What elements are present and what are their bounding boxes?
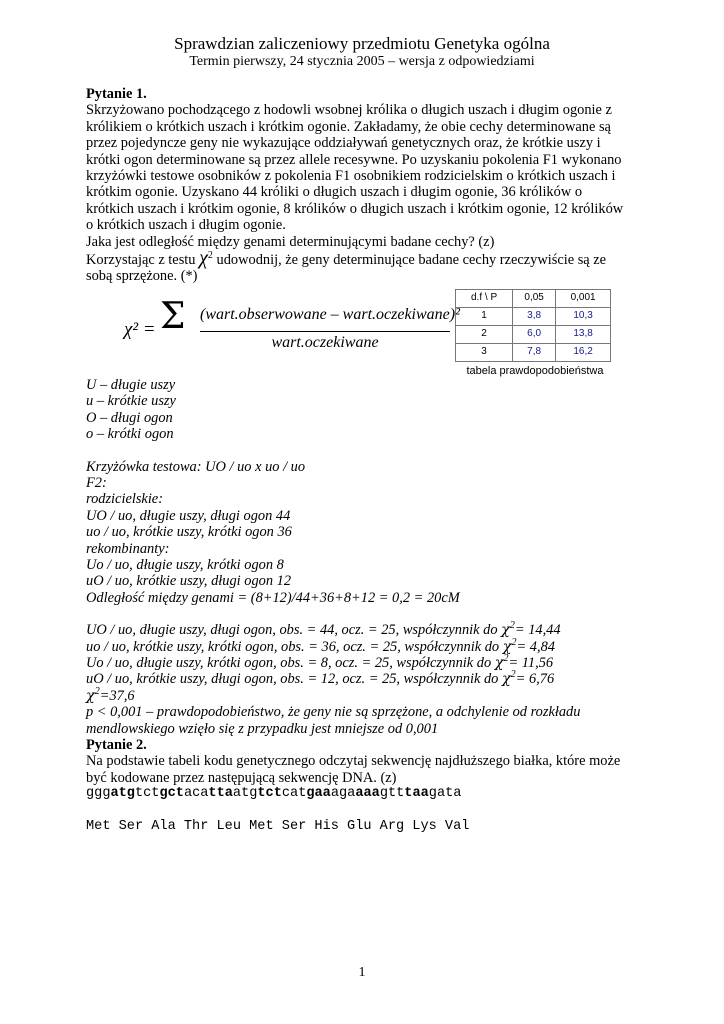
chi-row (86, 622, 646, 638)
conclusion (86, 704, 646, 737)
formula-sigma: Σ (160, 295, 186, 337)
text-line: przez pojedyncze geny nie wykazujące oddziaływań genetycznych oraz, że krótkie uszy i (86, 135, 601, 152)
cross-line: uo / uo, krótkie uszy, krótki ogon 36 (86, 524, 292, 541)
cross-line: F2: (86, 474, 107, 491)
table-header-row (456, 289, 611, 307)
text-line: królikiem o krótkich uszach i krótkim ogonie. Zakładamy, że obie cechy determinowane są (86, 118, 611, 135)
dna-codon: aca (183, 786, 209, 802)
chi-sup: 2 (511, 636, 517, 648)
chi-row-value: = 4,84 (516, 638, 555, 655)
table-cell: 3,8 (513, 307, 556, 325)
cross-line: Krzyżówka testowa: UO / uo x uo / uo (86, 458, 306, 475)
text-line: o krótkich uszach i długim ogonie. (86, 217, 286, 234)
chi-test-line2: sobą sprzężone. (*) (86, 268, 198, 285)
chi-row-text: uO / uo, krótkie uszy, długi ogon, obs. = 12, ocz. = 25, współczynnik do (86, 671, 502, 688)
page-number: 1 (358, 965, 366, 980)
table-cell: 6,0 (513, 325, 556, 343)
chi-sup: 2 (207, 250, 213, 262)
table-row (456, 343, 611, 361)
table-header-cell: 0,05 (513, 289, 556, 307)
probability-table (455, 289, 611, 362)
fraction-line (200, 331, 450, 332)
text-line: Na podstawie tabeli kodu genetycznego odczytaj sekwencję najdłuższego białka, które może (86, 753, 621, 770)
chi-symbol: χ (502, 638, 512, 655)
dna-codon-bold: atg (110, 786, 135, 802)
table-header-cell: 0,001 (556, 289, 611, 307)
formula-denominator: wart.oczekiwane (271, 333, 379, 351)
dna-codon-bold: tct (257, 786, 282, 802)
question-1-text (86, 102, 646, 250)
text-line: krótkim ogonie. Uzyskano 44 króliki o długich uszach i długim ogonie, 36 królików o (86, 184, 583, 201)
chi-test-instruction (86, 247, 646, 270)
probability-table-caption: tabela prawdopodobieństwa (466, 364, 604, 377)
chi-total-sup: 2 (94, 685, 100, 697)
table-cell: 10,3 (556, 307, 611, 325)
dna-codon-bold: gct (159, 786, 184, 802)
formula-and-table (86, 289, 646, 377)
chi-test-before: Korzystając z testu (86, 252, 196, 269)
dna-codon: tct (134, 786, 160, 802)
cross-line: rekombinanty: (86, 540, 170, 557)
chi-row (86, 655, 646, 671)
chi-row (86, 671, 646, 687)
table-cell: 2 (456, 325, 513, 343)
dna-codon: aga (330, 786, 356, 802)
chi-symbol: χ (494, 654, 504, 671)
dna-codon: gtt (379, 786, 405, 802)
dna-codon: cat (281, 786, 307, 802)
table-row (456, 325, 611, 343)
cross-line: Odległość między genami = (8+12)/44+36+8+12 = 0,2 = 20cM (86, 589, 460, 606)
chi-row-text: uo / uo, krótkie uszy, krótki ogon, obs. = 36, ocz. = 25, współczynnik do (86, 638, 503, 655)
chi-row-text: UO / uo, długie uszy, długi ogon, obs. = 44, ocz. = 25, współczynnik do (86, 622, 502, 639)
table-cell: 16,2 (556, 343, 611, 361)
dna-sequence (86, 786, 646, 802)
dna-codon: ggg (86, 786, 111, 802)
chi-row-value: = 14,44 (514, 622, 561, 639)
document-body (86, 86, 646, 835)
table-row (456, 307, 611, 325)
cross-line: Uo / uo, długie uszy, krótki ogon 8 (86, 556, 284, 573)
allele-line: o – krótki ogon (86, 426, 174, 443)
text-line: Jaka jest odległość między genami determinującymi badane cechy? (z) (86, 233, 495, 250)
allele-legend (86, 377, 646, 443)
text-line: krótki ogon determinowane są przez allele recesywne. Po uzyskaniu pokolenia F1 wykonano (86, 151, 622, 168)
chi-test-after: udowodnij, że geny determinujące badane cechy rzeczywiście są ze (216, 252, 607, 269)
chi-total (86, 685, 646, 704)
test-cross-solution (86, 459, 646, 607)
chi-row-text: Uo / uo, długie uszy, krótki ogon, obs. = 8, ocz. = 25, współczynnik do (86, 654, 495, 671)
cross-line: uO / uo, krótkie uszy, długi ogon 12 (86, 573, 292, 590)
dna-codon: atg (232, 786, 258, 802)
document-title: Sprawdzian zaliczeniowy przedmiotu Genetyka ogólna (174, 34, 550, 53)
allele-line: O – długi ogon (86, 409, 173, 426)
question-2-label: Pytanie 2. (86, 737, 147, 753)
chi-sup: 2 (510, 669, 516, 681)
allele-line: u – krótkie uszy (86, 393, 176, 410)
conclusion-line: mendlowskiego wzięło się z przypadku jest mniejsze od 0,001 (86, 720, 439, 737)
table-cell: 7,8 (513, 343, 556, 361)
chi-symbol: χ (501, 622, 510, 639)
table-header-cell: d.f \ P (456, 289, 513, 307)
text-line: krzyżówki testowe osobników z pokolenia F1 osobnikiem rodzicielskim o krótkich uszach i (86, 168, 616, 185)
cross-line: UO / uo, długie uszy, długi ogon 44 (86, 507, 291, 524)
chi-row-value: = 6,76 (515, 671, 555, 688)
allele-line: U – długie uszy (86, 376, 176, 393)
chi-row (86, 636, 646, 655)
dna-codon-bold: aaa (355, 786, 380, 802)
dna-codon-bold: taa (404, 786, 429, 802)
chi-row-value: = 11,56 (508, 654, 554, 671)
chi-sup: 2 (503, 653, 509, 665)
chi-total-value: =37,6 (99, 687, 135, 704)
formula-numerator: (wart.obserwowane – wart.oczekiwane)² (200, 305, 460, 323)
question-1-label: Pytanie 1. (86, 86, 147, 102)
text-line: krótkich uszach i krótkim ogonie, 8 królików o długich uszach i krótkim ogonie, 12 królików (86, 200, 624, 217)
chi-sup: 2 (509, 620, 515, 632)
text-line: być kodowane przez następującą sekwencję DNA. (z) (86, 769, 397, 786)
dna-codon: gata (428, 786, 462, 802)
table-cell: 13,8 (556, 325, 611, 343)
table-cell: 3 (456, 343, 513, 361)
cross-line: rodzicielskie: (86, 491, 163, 508)
chi-square-calculations (86, 622, 646, 688)
chi-symbol: χ (501, 671, 511, 688)
chi-total-symbol: χ (86, 687, 95, 704)
dna-codon-bold: tta (208, 786, 233, 802)
text-line: Skrzyżowano pochodzącego z hodowli wsobnej królika o długich uszach i długim ogonie z (86, 102, 612, 119)
chi-square-formula (124, 295, 460, 361)
protein-sequence: Met Ser Ala Thr Leu Met Ser His Glu Arg Lys Val (86, 818, 470, 834)
document-subtitle: Termin pierwszy, 24 stycznia 2005 – wersja z odpowiedziami (189, 54, 535, 69)
chi-symbol: χ (199, 247, 208, 270)
table-cell: 1 (456, 307, 513, 325)
conclusion-line: p < 0,001 – prawdopodobieństwo, że geny nie są sprzężone, a odchylenie od rozkładu (86, 704, 581, 721)
formula-lhs: χ² = (124, 318, 156, 340)
dna-codon-bold: gaa (306, 786, 331, 802)
question-2-text (86, 753, 646, 786)
